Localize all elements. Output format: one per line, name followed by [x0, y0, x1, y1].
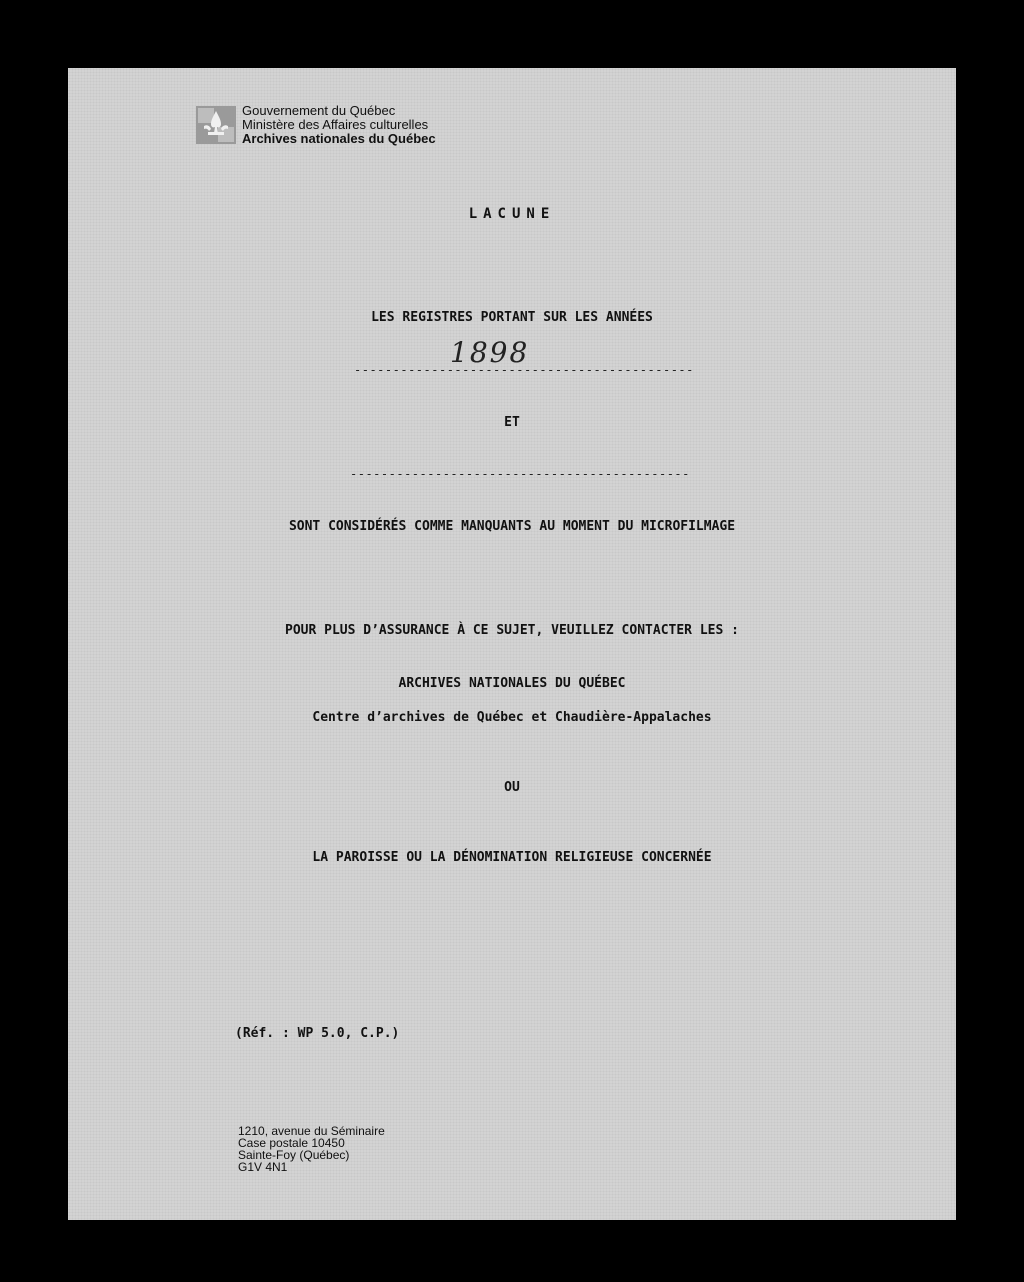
address-city: Sainte-Foy (Québec)	[238, 1148, 350, 1162]
postal-address	[238, 1125, 385, 1173]
document-page	[68, 68, 956, 1220]
letterhead-archives: Archives nationales du Québec	[242, 131, 436, 146]
missing-statement: SONT CONSIDÉRÉS COMME MANQUANTS AU MOMENT DU MICROFILMAGE	[288, 519, 736, 534]
handwritten-year: 1898	[450, 336, 530, 369]
parish-statement: LA PAROISSE OU LA DÉNOMINATION RELIGIEUSE CONCERNÉE	[312, 850, 712, 865]
address-postal-code: G1V 4N1	[238, 1160, 288, 1174]
address-po-box: Case postale 10450	[238, 1136, 345, 1150]
letterhead-ministry: Ministère des Affaires culturelles	[242, 117, 429, 132]
connector-et: ET	[504, 415, 520, 430]
year-dash-line-2: --------------------------------------------	[350, 467, 690, 481]
address-street: 1210, avenue du Séminaire	[238, 1124, 385, 1138]
archives-name: ARCHIVES NATIONALES DU QUÉBEC	[398, 676, 626, 691]
centre-name: Centre d’archives de Québec et Chaudière-Appalaches	[312, 710, 712, 725]
letterhead-government: Gouvernement du Québec	[242, 103, 396, 118]
quebec-fleur-de-lis-logo-icon	[196, 106, 236, 144]
registers-line: LES REGISTRES PORTANT SUR LES ANNÉES	[371, 310, 653, 325]
connector-ou: OU	[504, 780, 520, 795]
year-dash-line-1: --------------------------------------------	[354, 363, 694, 377]
contact-instruction: POUR PLUS D’ASSURANCE À CE SUJET, VEUILLEZ CONTACTER LES :	[285, 623, 739, 638]
document-title: LACUNE	[468, 206, 556, 222]
reference-note: (Réf. : WP 5.0, C.P.)	[235, 1026, 400, 1041]
